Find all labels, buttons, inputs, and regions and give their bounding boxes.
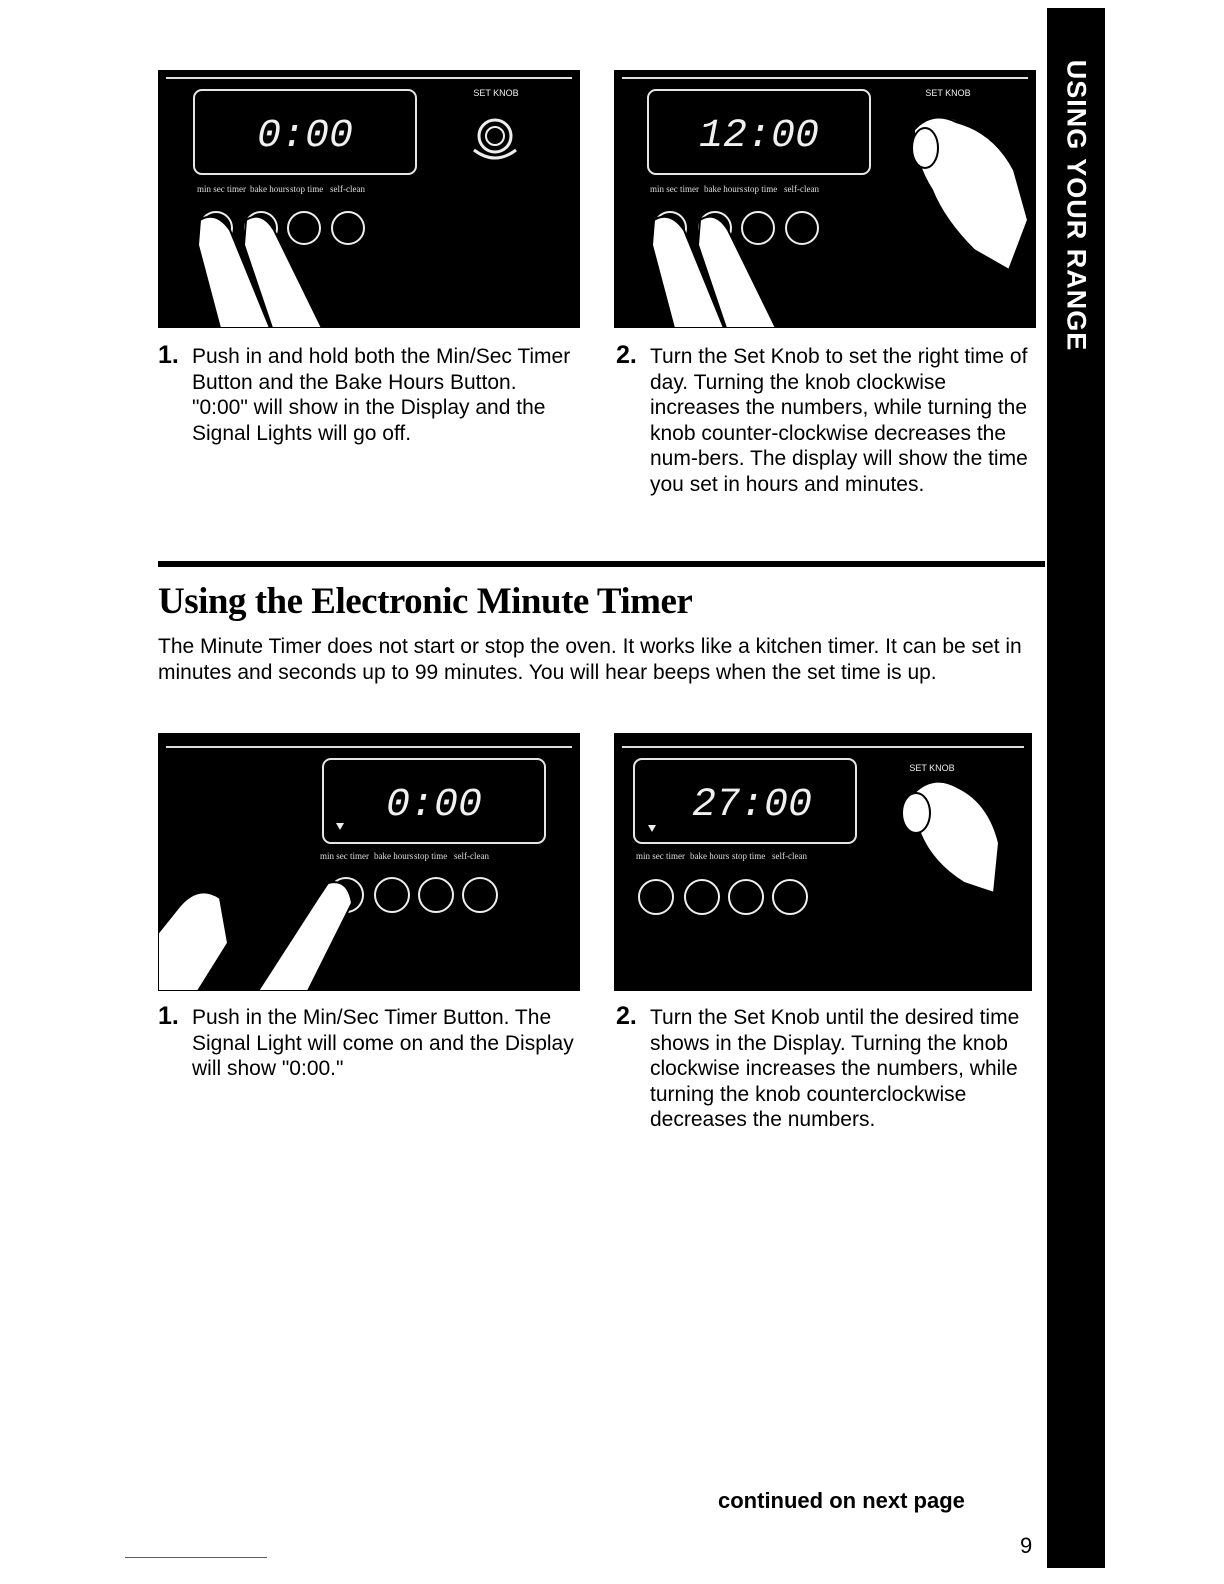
self-clean-button [332,212,364,244]
button-label: min sec timer [650,184,699,194]
stop-time-button [742,212,774,244]
button-label: self-clean [454,851,489,861]
set-knob [474,120,516,158]
min-sec-timer-button [639,880,673,914]
illustration-panel-set-clock-step-1 [158,70,580,328]
illustration-panel-set-clock-step-2 [614,70,1036,328]
stop-time-button [288,212,320,244]
hand-turning-knob-illustration [902,782,999,893]
page-number: 9 [1020,1533,1033,1558]
section-divider [158,561,1045,567]
signal-light-indicator [648,825,656,832]
step-set-clock-2: 2. Turn the Set Knob to set the right time of day. Turning the knob clockwise increases the numbers, while turning the knob counter-clockwise decreases the num-bers. The display will show the time you set in hours and minutes. [616,341,1028,496]
set-knob-label: SET KNOB [925,88,971,98]
finger-illustration [158,882,352,991]
stop-time-button [729,880,763,914]
bake-hours-button [685,880,719,914]
finger-illustration [198,217,322,328]
set-knob-label: SET KNOB [473,88,519,98]
side-tab-label: USING YOUR RANGE [1061,59,1092,351]
signal-light-indicator [336,823,344,830]
button-label: stop time [414,851,448,861]
button-label: stop time [290,184,324,194]
button-label: self-clean [772,851,807,861]
display-readout: 27:00 [691,783,813,828]
step-set-clock-1: 1. Push in and hold both the Min/Sec Timer Button and the Bake Hours Button. "0:00" will show in the Display and the Signal Lights will go off. [158,341,571,445]
self-clean-button [463,878,497,912]
button-label: self-clean [330,184,365,194]
section-intro: The Minute Timer does not start or stop the oven. It works like a kitchen timer. It can be set in minutes and seconds up to 99 minutes. You will hear beeps when the set time is up. [158,635,1022,684]
self-clean-button [773,880,807,914]
display-readout: 12:00 [698,114,820,159]
finger-illustration [652,217,776,328]
illustration-panel-minute-timer-step-1 [158,733,580,991]
section-heading: Using the Electronic Minute Timer [158,581,693,622]
step-minute-timer-1: 1. Push in the Min/Sec Timer Button. The Signal Light will come on and the Display will show "0:00." [158,1002,574,1080]
button-label: bake hours [704,184,744,194]
button-label: bake hours [250,184,290,194]
step-minute-timer-2: 2. Turn the Set Knob until the desired time shows in the Display. Turning the knob clockwise increases the numbers, while turning the knob counterclockwise decreases the numbers. [616,1002,1020,1131]
button-label: min sec timer [197,184,246,194]
display-readout: 0:00 [256,114,354,159]
hand-turning-knob-illustration [912,118,1028,271]
self-clean-button [786,212,818,244]
continued-note: continued on next page [718,1488,965,1513]
button-label: self-clean [784,184,819,194]
set-knob-label: SET KNOB [909,763,955,773]
button-label: min sec timer [636,851,685,861]
button-label: bake hours [690,851,730,861]
illustration-panel-minute-timer-step-2 [614,733,1032,991]
bake-hours-button [375,878,409,912]
button-label: stop time [732,851,766,861]
button-label: stop time [744,184,778,194]
footer-line [125,1557,267,1558]
stop-time-button [419,878,453,912]
button-label: bake hours [374,851,414,861]
button-label: min sec timer [320,851,369,861]
display-readout: 0:00 [385,783,483,828]
